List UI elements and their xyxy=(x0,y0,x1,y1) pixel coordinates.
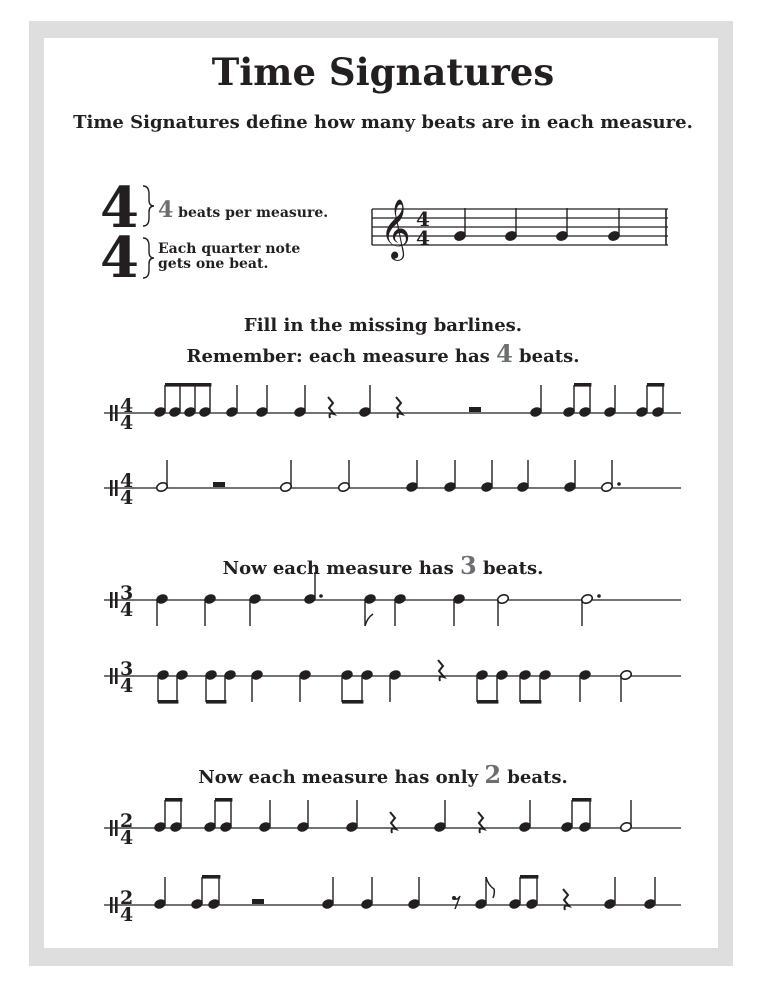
quarter-rest-icon xyxy=(328,397,334,418)
beam xyxy=(520,875,538,879)
percussion-clef-icon xyxy=(115,405,118,421)
percussion-clef-icon xyxy=(115,592,118,608)
time-signature-bottom: 4 xyxy=(120,599,134,621)
percussion-clef-icon xyxy=(115,668,118,684)
beam xyxy=(165,798,182,802)
page-subtitle: Time Signatures define how many beats are in each measure. xyxy=(73,112,693,133)
page-title: Time Signatures xyxy=(211,50,555,94)
section-heading-3-beats: Now each measure has 3 beats. xyxy=(222,551,544,580)
beam xyxy=(158,700,178,704)
treble-clef-icon: 𝄞 xyxy=(380,199,411,259)
section-1-line1: Fill in the missing barlines. xyxy=(243,315,523,336)
time-signature-bottom: 4 xyxy=(120,487,134,509)
percussion-clef-icon xyxy=(110,405,113,421)
quarter-rest-icon xyxy=(396,397,402,418)
beam xyxy=(477,700,498,704)
beam xyxy=(342,700,363,704)
beam xyxy=(206,700,226,704)
dot xyxy=(617,482,621,486)
time-signature-top: 2 xyxy=(120,810,134,832)
eighth-flag xyxy=(486,877,494,898)
time-signature-top: 4 xyxy=(120,395,134,417)
beam xyxy=(202,875,220,879)
half-rest-icon xyxy=(469,407,481,412)
example-quarter-line1: Each quarter note xyxy=(158,241,301,257)
example-quarter-line2: gets one beat. xyxy=(158,256,269,273)
section-1-line2: Remember: each measure has 4 beats. xyxy=(186,339,580,369)
quarter-rest-icon xyxy=(390,812,396,833)
time-signature-top: 4 xyxy=(120,470,134,492)
quarter-rest-icon xyxy=(438,660,444,681)
example-bottom-number: 4 xyxy=(100,225,139,291)
dot xyxy=(319,594,323,598)
staff-ts-bottom: 4 xyxy=(416,226,430,250)
percussion-clef-icon xyxy=(110,668,113,684)
percussion-clef-icon xyxy=(110,820,113,836)
dot xyxy=(597,594,601,598)
percussion-clef-icon xyxy=(110,480,113,496)
percussion-clef-icon xyxy=(110,897,113,913)
time-signature-bottom: 4 xyxy=(120,904,134,926)
quarter-rest-icon xyxy=(563,889,569,910)
example-beats-number: 4 xyxy=(158,197,174,223)
quarter-rest-icon xyxy=(478,812,484,833)
eighth-flag xyxy=(365,614,373,626)
percussion-clef-icon xyxy=(115,897,118,913)
section-heading-2-beats: Now each measure has only 2 beats. xyxy=(198,760,568,789)
time-signature-top: 2 xyxy=(120,887,134,909)
time-signature-bottom: 4 xyxy=(120,827,134,849)
beam xyxy=(215,798,232,802)
beam xyxy=(520,700,541,704)
percussion-clef-icon xyxy=(115,480,118,496)
time-signature-top: 3 xyxy=(120,658,134,680)
half-rest-icon xyxy=(252,899,264,904)
beam xyxy=(572,798,591,802)
time-signature-bottom: 4 xyxy=(120,412,134,434)
example-top-number: 4 xyxy=(100,175,139,241)
percussion-clef-icon xyxy=(110,592,113,608)
time-signature-top: 3 xyxy=(120,582,134,604)
beam xyxy=(647,383,664,387)
example-beats-text: beats per measure. xyxy=(173,205,329,221)
half-rest-icon xyxy=(213,482,225,487)
staff-ts-top: 4 xyxy=(416,207,430,231)
percussion-clef-icon xyxy=(115,820,118,836)
beam xyxy=(574,383,591,387)
time-signature-bottom: 4 xyxy=(120,675,134,697)
beam xyxy=(165,383,211,387)
